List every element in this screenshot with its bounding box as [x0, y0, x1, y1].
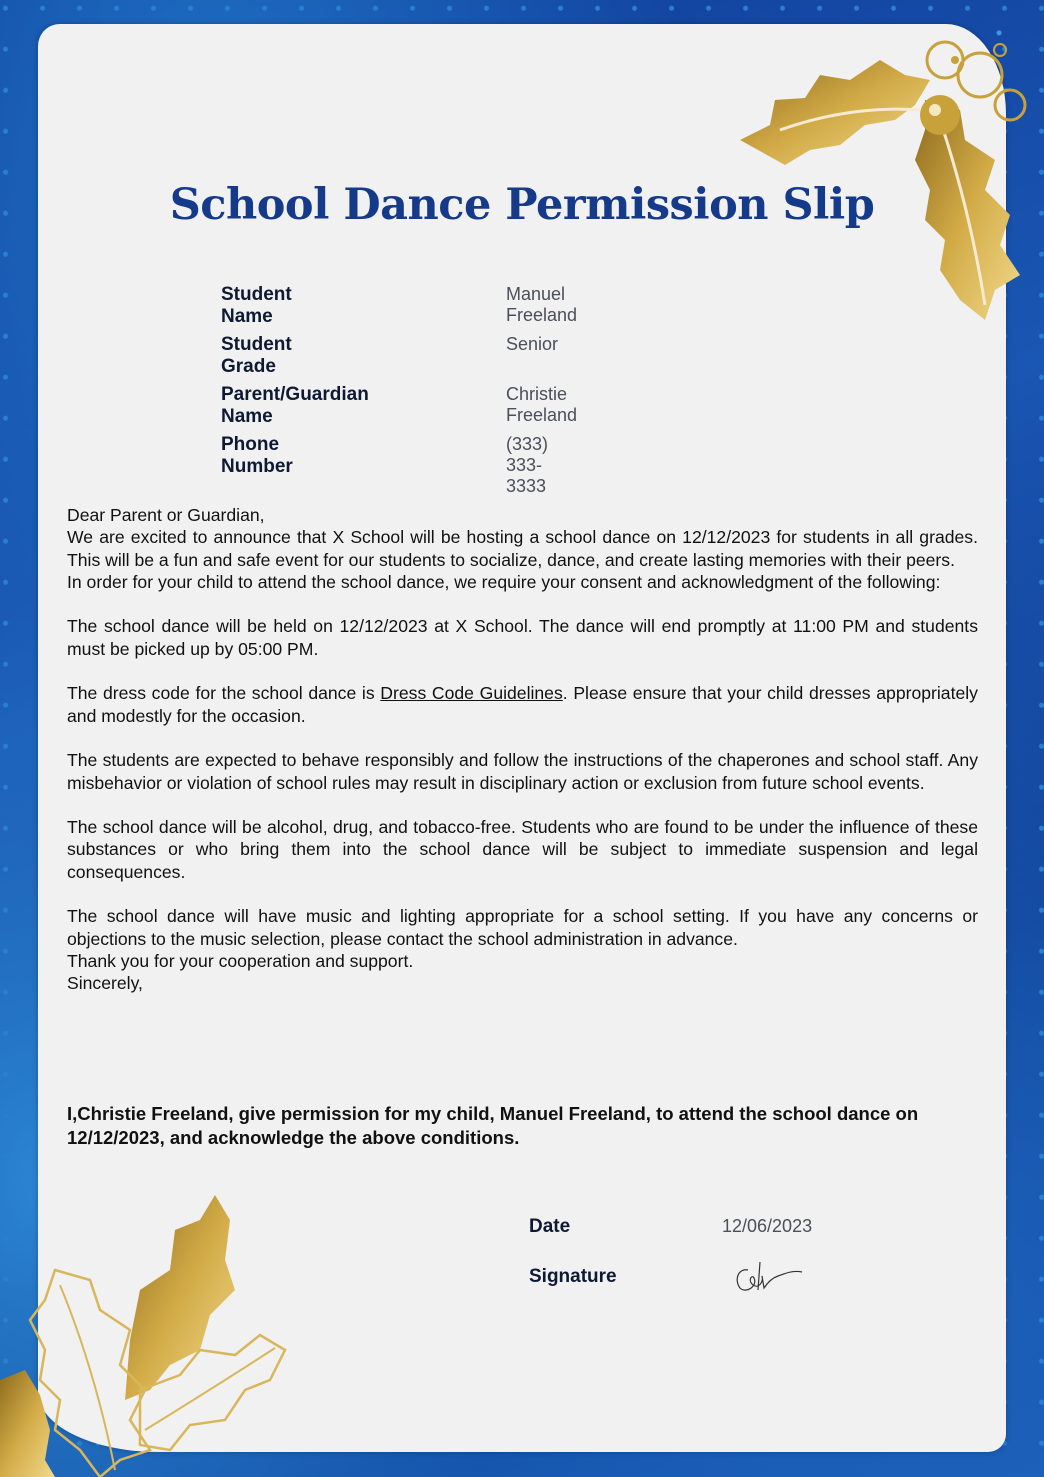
consent-statement: I,Christie Freeland, give permission for my child, Manuel Freeland, to attend the school dance on 12/12/2023, and acknowledge the above conditions. — [67, 1103, 919, 1148]
date-value: 12/06/2023 — [722, 1216, 813, 1236]
letter-requirement: In order for your child to attend the school dance, we require your consent and acknowledgment of the following: — [67, 571, 941, 592]
letter-greeting: Dear Parent or Guardian, — [67, 505, 265, 525]
signature-image — [732, 1260, 804, 1296]
holly-decoration-bottom — [0, 1190, 300, 1477]
letter-dress-code — [67, 682, 978, 727]
guardian-name-value: Christie Freeland — [506, 384, 578, 425]
dress-code-text-before: The dress code for the school dance is — [67, 683, 381, 704]
letter-behavior: The students are expected to behave responsibly and follow the instructions of the chaperones and school staff. Any misbehavior or violation of school rules may result in disciplinary action or exclusion from future school events. — [67, 750, 978, 793]
letter-music: The school dance will have music and lighting appropriate for a school setting. If you have any concerns or objections to the music selection, please contact the school administration in advance. — [67, 906, 978, 949]
guardian-name-label: Parent/Guardian Name — [221, 384, 369, 427]
student-grade-label: Student Grade — [221, 334, 292, 377]
letter-schedule: The school dance will be held on 12/12/2023 at X School. The dance will end promptly at 11:00 PM and students must be picked up by 05:00 PM. — [67, 616, 978, 659]
dress-code-text-after: . Please ensure that your child dresses appropriately and modestly for the occasion. — [67, 683, 978, 726]
student-name-label: Student Name — [221, 284, 292, 327]
dress-code-guidelines-link[interactable]: Dress Code Guidelines — [380, 683, 563, 704]
letter-substances: The school dance will be alcohol, drug, and tobacco-free. Students who are found to be under the influence of these substances or who bring them into the school dance will be subject to immediate suspension and legal consequences. — [67, 817, 978, 882]
date-label: Date — [529, 1216, 571, 1237]
student-grade-value: Senior — [506, 334, 559, 354]
student-name-value: Manuel Freeland — [506, 284, 578, 325]
letter-thanks: Thank you for your cooperation and support. — [67, 950, 414, 971]
letter-closing: Sincerely, — [67, 973, 143, 994]
phone-number-label: Phone Number — [221, 434, 293, 477]
letter-intro: We are excited to announce that X School will be hosting a school dance on 12/12/2023 for students in all grades. This will be a fun and safe event for our students to socialize, dance, and create lasting memories with their peers. — [67, 527, 978, 570]
letter-body — [67, 504, 978, 995]
page-title: School Dance Permission Slip — [169, 180, 875, 230]
signature-label: Signature — [529, 1266, 617, 1287]
phone-number-value: (333) 333-3333 — [506, 434, 549, 496]
